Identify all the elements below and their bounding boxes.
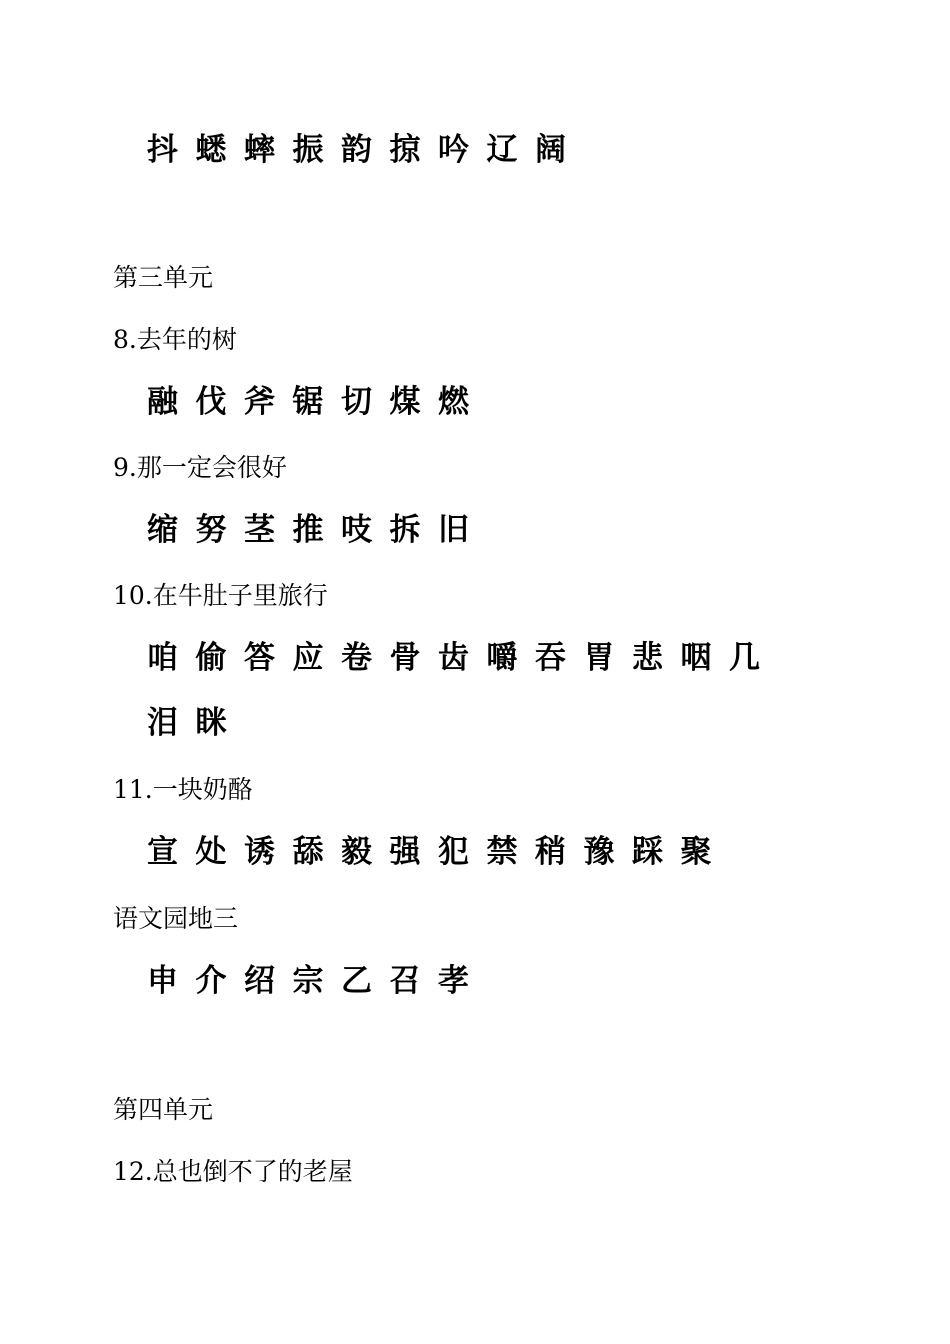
vocab-row-language-garden-3 [147, 961, 487, 1001]
vocab-char: 毅 [341, 834, 372, 870]
vocab-char: 咽 [680, 640, 712, 676]
vocab-row-lesson-11 [147, 832, 729, 872]
lesson-9-title: 9.那一定会很好 [113, 453, 287, 482]
vocab-char: 切 [341, 384, 372, 420]
vocab-char: 嚼 [486, 640, 518, 676]
vocab-row-1 [147, 130, 584, 170]
vocab-char: 泪 [147, 705, 178, 741]
vocab-char: 应 [292, 640, 324, 676]
vocab-char: 舔 [292, 834, 324, 870]
vocab-char: 申 [147, 963, 178, 999]
vocab-char: 宗 [292, 963, 324, 999]
vocab-char: 阔 [535, 132, 566, 168]
vocab-char: 强 [389, 834, 421, 870]
vocab-char: 吞 [535, 640, 566, 676]
vocab-char: 禁 [486, 834, 518, 870]
vocab-char: 咱 [147, 640, 178, 676]
vocab-char: 处 [195, 834, 227, 870]
vocab-char: 努 [195, 512, 227, 548]
vocab-char: 卷 [341, 640, 372, 676]
lesson-12-title: 12.总也倒不了的老屋 [113, 1157, 353, 1186]
vocab-char: 伐 [195, 384, 227, 420]
vocab-char: 蟋 [195, 132, 227, 168]
vocab-char: 韵 [341, 132, 372, 168]
vocab-char: 吟 [438, 132, 469, 168]
vocab-char: 宣 [147, 834, 178, 870]
vocab-row-lesson-9 [147, 510, 487, 550]
vocab-char: 煤 [389, 384, 421, 420]
lesson-10-title: 10.在牛肚子里旅行 [113, 581, 328, 610]
vocab-char: 介 [195, 963, 227, 999]
vocab-char: 豫 [583, 834, 615, 870]
lesson-8-title: 8.去年的树 [113, 325, 237, 354]
vocab-char: 拆 [389, 512, 421, 548]
vocab-char: 聚 [680, 834, 712, 870]
vocab-char: 召 [389, 963, 421, 999]
vocab-char: 缩 [147, 512, 178, 548]
vocab-char: 诱 [244, 834, 275, 870]
vocab-char: 孝 [438, 963, 469, 999]
vocab-char: 吱 [341, 512, 372, 548]
vocab-char: 稍 [535, 834, 566, 870]
vocab-char: 掠 [389, 132, 421, 168]
vocab-char: 骨 [389, 640, 421, 676]
vocab-char: 蟀 [244, 132, 275, 168]
vocab-char: 几 [729, 640, 760, 676]
language-garden-3-title: 语文园地三 [113, 904, 239, 933]
vocab-char: 融 [147, 384, 178, 420]
vocab-char: 踩 [632, 834, 663, 870]
vocab-row-lesson-10-b [147, 703, 244, 743]
vocab-char: 辽 [486, 132, 518, 168]
vocab-char: 胃 [583, 640, 615, 676]
vocab-char: 茎 [244, 512, 275, 548]
vocab-char: 悲 [632, 640, 663, 676]
unit-3-heading: 第三单元 [113, 263, 214, 292]
vocab-char: 偷 [195, 640, 227, 676]
vocab-char: 推 [292, 512, 324, 548]
vocab-char: 齿 [438, 640, 469, 676]
vocab-char: 乙 [341, 963, 372, 999]
vocab-char: 答 [244, 640, 275, 676]
vocab-char: 绍 [244, 963, 275, 999]
vocab-row-lesson-8 [147, 382, 487, 422]
vocab-char: 抖 [147, 132, 178, 168]
vocab-char: 斧 [244, 384, 275, 420]
vocab-char: 燃 [438, 384, 469, 420]
lesson-11-title: 11.一块奶酪 [113, 775, 253, 804]
unit-4-heading: 第四单元 [113, 1095, 214, 1124]
vocab-char: 犯 [438, 834, 469, 870]
vocab-char: 眯 [195, 705, 227, 741]
vocab-char: 旧 [438, 512, 469, 548]
vocab-char: 锯 [292, 384, 324, 420]
vocab-row-lesson-10-a [147, 638, 778, 678]
vocab-char: 振 [292, 132, 324, 168]
